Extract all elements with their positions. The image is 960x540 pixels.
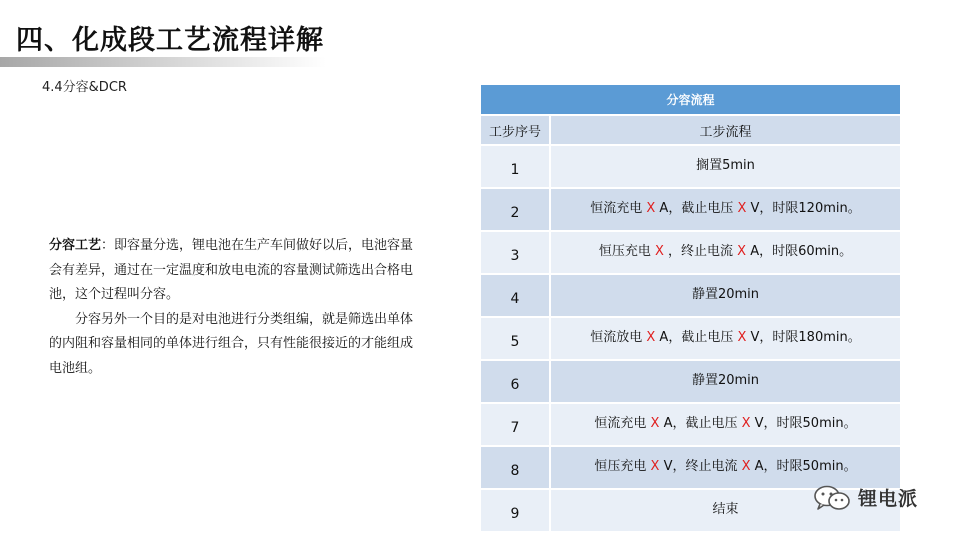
table-row: [481, 361, 900, 404]
brand-name: 锂电派: [858, 488, 919, 510]
placeholder-value-x: X: [741, 459, 751, 474]
step-text-segment: A，截止电压: [655, 330, 738, 345]
step-process-cell: [551, 404, 900, 447]
step-number-cell: 3: [481, 232, 551, 275]
column-header-process: 工步流程: [551, 116, 900, 146]
table-row: [481, 146, 900, 189]
placeholder-value-x: X: [737, 244, 747, 259]
step-number-cell: 8: [481, 447, 551, 490]
step-text-segment: V，终止电流: [659, 459, 742, 474]
step-process-cell: [551, 275, 900, 318]
table-row: [481, 404, 900, 447]
step-text-segment: 静置20min: [691, 287, 760, 302]
step-text-segment: 恒流充电: [590, 201, 647, 216]
placeholder-value-x: X: [741, 416, 751, 431]
table-row: [481, 189, 900, 232]
placeholder-value-x: X: [650, 459, 660, 474]
step-text-segment: ，终止电流: [663, 244, 738, 259]
section-subtitle: 4.4分容&DCR: [42, 80, 127, 95]
step-number-cell: 5: [481, 318, 551, 361]
step-text-segment: V，时限120min。: [746, 201, 861, 216]
placeholder-value-x: X: [646, 330, 656, 345]
step-text-segment: 搁置5min: [696, 158, 755, 173]
step-number-cell: 1: [481, 146, 551, 189]
column-header-step-no: 工步序号: [481, 116, 551, 146]
step-number-cell: 4: [481, 275, 551, 318]
capacity-grading-table: [481, 85, 900, 533]
step-text-segment: A，截止电压: [659, 416, 742, 431]
step-number-cell: 6: [481, 361, 551, 404]
step-number-cell: 7: [481, 404, 551, 447]
step-process-cell: [551, 318, 900, 361]
brand-watermark: [812, 484, 918, 511]
placeholder-value-x: X: [650, 416, 660, 431]
table-row: [481, 318, 900, 361]
step-text-segment: A，时限60min。: [746, 244, 853, 259]
table-row: [481, 232, 900, 275]
title-underline-bar: [0, 57, 326, 67]
step-text-segment: 恒压充电: [594, 459, 651, 474]
page-title: 四、化成段工艺流程详解: [16, 25, 324, 56]
description-paragraph-1: [49, 234, 421, 308]
placeholder-value-x: X: [737, 330, 747, 345]
step-text-segment: A，时限50min。: [750, 459, 857, 474]
table-title: 分容流程: [481, 85, 900, 116]
placeholder-value-x: X: [737, 201, 747, 216]
step-number-cell: 9: [481, 490, 551, 533]
step-text-segment: V，时限180min。: [746, 330, 861, 345]
table-body: [481, 146, 900, 533]
step-text-segment: 恒流放电: [590, 330, 647, 345]
step-text-segment: 恒流充电: [594, 416, 651, 431]
step-process-cell: [551, 361, 900, 404]
placeholder-value-x: X: [646, 201, 656, 216]
description-text: [49, 234, 421, 381]
step-text-segment: V，时限50min。: [750, 416, 857, 431]
term-label: 分容工艺: [49, 238, 102, 253]
step-process-cell: [551, 189, 900, 232]
step-process-cell: [551, 232, 900, 275]
description-paragraph-2: 分容另外一个目的是对电池进行分类组编，就是筛选出单体的内阻和容量相同的单体进行组合，只有性能很接近的才能组成电池组。: [49, 311, 414, 376]
placeholder-value-x: X: [654, 244, 664, 259]
step-text-segment: A，截止电压: [655, 201, 738, 216]
step-text-segment: 结束: [712, 502, 739, 517]
term-definition: ：即容量分选，锂电池在生产车间做好以后，电池容量会有差异，通过在一定温度和放电电流的容量测试筛选出合格电池，这个过程叫分容。: [49, 238, 414, 302]
step-text-segment: 静置20min: [691, 373, 760, 388]
step-process-cell: [551, 146, 900, 189]
wechat-icon: [812, 485, 852, 511]
step-number-cell: 2: [481, 189, 551, 232]
table-row: [481, 275, 900, 318]
step-text-segment: 恒压充电: [598, 244, 655, 259]
